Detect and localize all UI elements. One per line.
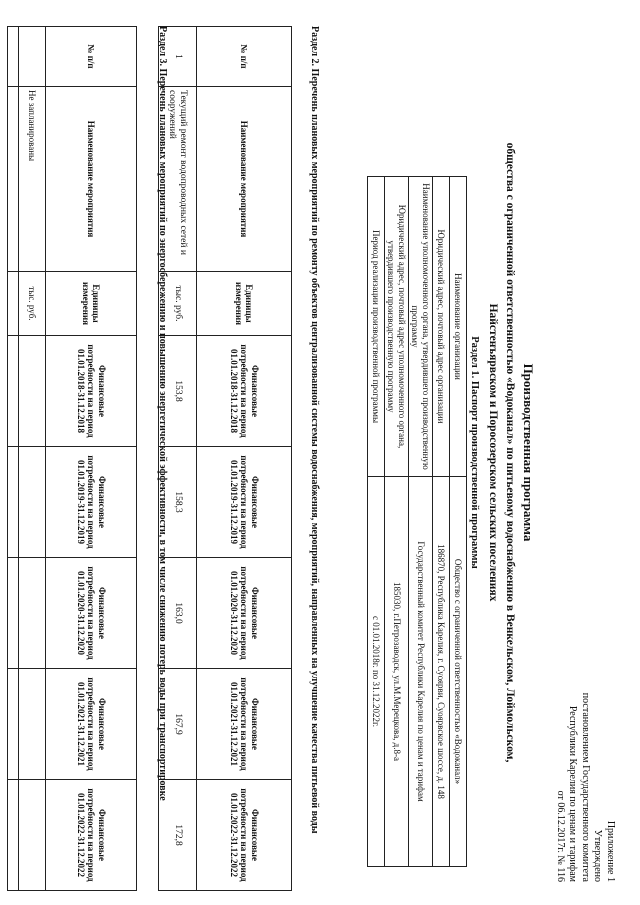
energy-measures-table [7, 26, 137, 891]
passport-value: Общество с ограниченной ответственностью «Водоканал» [450, 477, 467, 867]
passport-label: Юридический адрес, почтовый адрес организации [433, 177, 450, 477]
section3-heading: Раздел 3. Перечень плановых мероприятий по энергосбережению и повышению энергетической эффективности, в том числе снижению потерь воды при транспортировке [157, 26, 168, 801]
column-header: Наименование мероприятия [46, 87, 137, 272]
table-row [450, 177, 467, 867]
column-header: Финансовые потребности на период 01.01.2022-31.12.2022 [46, 780, 137, 891]
table-cell [19, 669, 46, 780]
passport-label: Юридический адрес, почтовый адрес уполномоченного органа, утвердившего производственную программу [385, 177, 409, 477]
approval-stamp [554, 620, 617, 882]
table-cell: Текущий ремонт водопроводных сетей и сооружений [159, 87, 197, 272]
section1-heading: Раздел 1. Паспорт производственной программы [469, 336, 480, 569]
table-cell: 167,9 [159, 669, 197, 780]
document-subtitle: Найстенъярвском и Поросозерском сельских поселениях [487, 303, 499, 602]
table-cell [8, 27, 19, 87]
column-header: Финансовые потребности на период 01.01.2019-31.12.2019 [46, 447, 137, 558]
table-cell [19, 780, 46, 891]
table-cell: тыс. руб. [159, 272, 197, 336]
column-header: Финансовые потребности на период 01.01.2018-31.12.2018 [197, 336, 292, 447]
column-header: Единицы измерения [197, 272, 292, 336]
table-cell [19, 447, 46, 558]
table-cell: 158,3 [159, 447, 197, 558]
approval-line: постановлением Государственного комитета [580, 692, 591, 882]
document-title: Производственная программа [521, 363, 536, 542]
column-header: Финансовые потребности на период 01.01.2019-31.12.2019 [197, 447, 292, 558]
table-cell [8, 780, 19, 891]
table-cell: тыс. руб. [19, 272, 46, 336]
column-header: Финансовые потребности на период 01.01.2021-31.12.2021 [197, 669, 292, 780]
table-row [19, 27, 46, 891]
approval-line: Приложение 1 [605, 820, 616, 882]
approval-line: Республики Карелия по ценам и тарифам [567, 705, 579, 882]
passport-value: 186870, Республика Карелия, г. Суоярви, Суоярвское шоссе, д. 148 [433, 477, 450, 867]
table-row [433, 177, 450, 867]
table-row [8, 27, 19, 891]
approval-line: Утверждено [592, 829, 604, 882]
passport-label: Наименование организации [450, 177, 467, 477]
table-cell [8, 558, 19, 669]
table-row [385, 177, 409, 867]
table-cell: Не запланированы [19, 87, 46, 272]
table-cell: 172,8 [159, 780, 197, 891]
table-cell [8, 336, 19, 447]
column-header: № п/п [46, 27, 137, 87]
passport-table [367, 176, 467, 867]
table-cell: 1 [159, 27, 197, 87]
column-header: Финансовые потребности на период 01.01.2020-31.12.2020 [197, 558, 292, 669]
table-header-row [197, 27, 292, 891]
repair-measures-table [158, 26, 292, 891]
table-cell [8, 669, 19, 780]
column-header: Единицы измерения [46, 272, 137, 336]
passport-value: с 01.01.2018г. по 31.12.2022г. [368, 477, 385, 867]
table-cell: 163,0 [159, 558, 197, 669]
table-header-row [46, 27, 137, 891]
column-header: Финансовые потребности на период 01.01.2020-31.12.2020 [46, 558, 137, 669]
table-row [368, 177, 385, 867]
table-cell [8, 87, 19, 272]
column-header: № п/п [197, 27, 292, 87]
document-subtitle: общества с ограниченной ответственностью «Водоканал» по питьевому водоснабжению в Венкельском, Лоймольском, [504, 142, 516, 763]
column-header: Финансовые потребности на период 01.01.2021-31.12.2021 [46, 669, 137, 780]
table-cell [19, 558, 46, 669]
table-cell [8, 272, 19, 336]
passport-value: Государственный комитет Республики Карелия по ценам и тарифам [409, 477, 433, 867]
approval-line: от 06.12.2017г. № 116 [555, 790, 566, 882]
table-cell [8, 447, 19, 558]
table-row [409, 177, 433, 867]
passport-label: Период реализации производственной программы [368, 177, 385, 477]
column-header: Наименование мероприятия [197, 87, 292, 272]
column-header: Финансовые потребности на период 01.01.2018-31.12.2018 [46, 336, 137, 447]
table-cell [19, 336, 46, 447]
passport-label: Наименование уполномоченного органа, утвердившего производственную программу [409, 177, 433, 477]
passport-value: 185030, г.Петрозаводск, ул.М.Мерецкова, д.8-а [385, 477, 409, 867]
table-cell [19, 27, 46, 87]
column-header: Финансовые потребности на период 01.01.2022-31.12.2022 [197, 780, 292, 891]
section2-heading: Раздел 2. Перечень плановых мероприятий по ремонту объектов централизованной системы водоснабжения, мероприятий, направленных на улучшение качества питьевой воды [309, 26, 320, 834]
table-cell: 153,8 [159, 336, 197, 447]
